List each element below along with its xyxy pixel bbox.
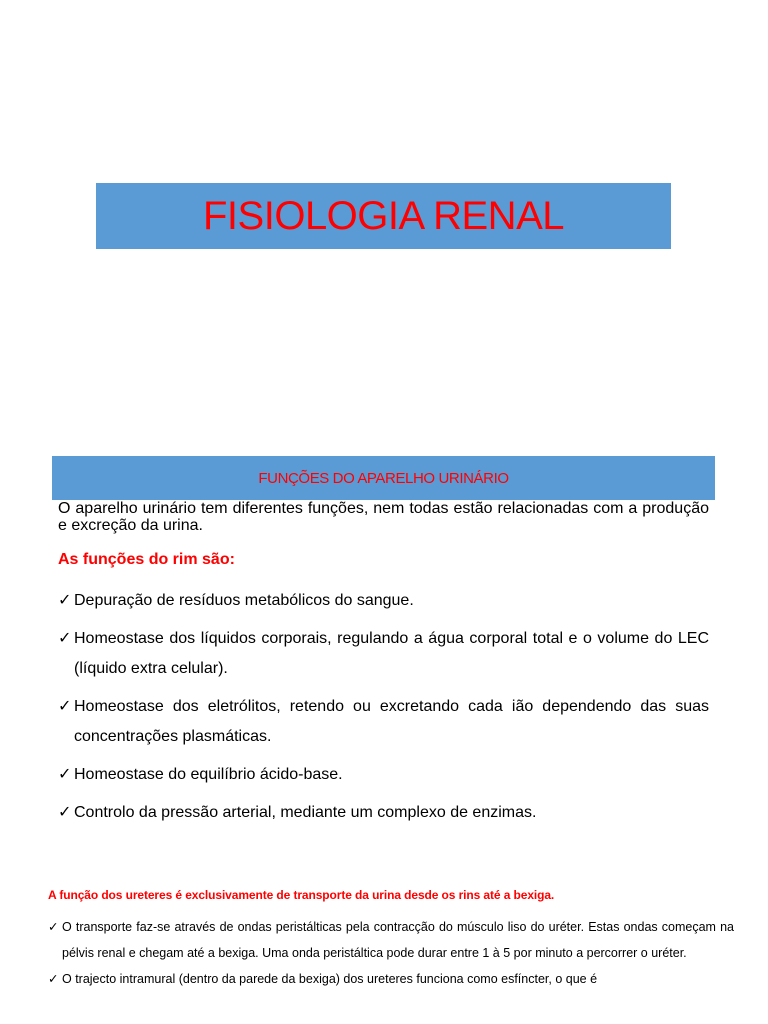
check-icon: ✓ (48, 972, 59, 986)
check-icon: ✓ (58, 592, 72, 609)
section-title: FUNÇÕES DO APARELHO URINÁRIO (258, 469, 509, 487)
list-item (58, 624, 709, 684)
title-banner (96, 183, 671, 249)
list-item-text: Controlo da pressão arterial, mediante um complexo de enzimas. (74, 804, 537, 821)
list-item-text: Homeostase do equilíbrio ácido-base. (74, 766, 343, 783)
list-item (58, 798, 709, 828)
intro-paragraph: O aparelho urinário tem diferentes funções, nem todas estão relacionadas com a produção e excreção da urina. (58, 500, 709, 534)
list-item (58, 692, 709, 752)
check-icon: ✓ (58, 698, 72, 715)
check-icon: ✓ (58, 630, 72, 647)
list-item-text: O transporte faz-se através de ondas peristálticas pela contracção do músculo liso do uréter. Estas ondas começam na pélvis renal e chegam até a bexiga. Uma onda peristáltica pode durar entre 1 à 5 por minuto a percorrer o uréter. (62, 920, 734, 960)
list-item-text: Depuração de resíduos metabólicos do sangue. (74, 592, 414, 609)
ureter-function-heading: A função dos ureteres é exclusivamente de transporte da urina desde os rins até a bexiga. (48, 888, 555, 902)
page-title: FISIOLOGIA RENAL (202, 193, 564, 238)
list-item-text: O trajecto intramural (dentro da parede da bexiga) dos ureteres funciona como esfíncter, o que é (62, 972, 598, 986)
list-item (58, 760, 709, 790)
list-item (58, 586, 709, 616)
section-banner (52, 456, 715, 500)
kidney-functions-heading: As funções do rim são: (58, 551, 235, 568)
check-icon: ✓ (58, 766, 72, 783)
ureter-functions-list (48, 914, 734, 992)
check-icon: ✓ (58, 804, 72, 821)
kidney-functions-list (58, 586, 709, 836)
list-item-text: Homeostase dos eletrólitos, retendo ou excretando cada ião dependendo das suas concentrações plasmáticas. (74, 698, 709, 745)
list-item (48, 966, 734, 992)
check-icon: ✓ (48, 920, 59, 934)
list-item-text: Homeostase dos líquidos corporais, regulando a água corporal total e o volume do LEC (líquido extra celular). (74, 630, 709, 677)
list-item (48, 914, 734, 966)
